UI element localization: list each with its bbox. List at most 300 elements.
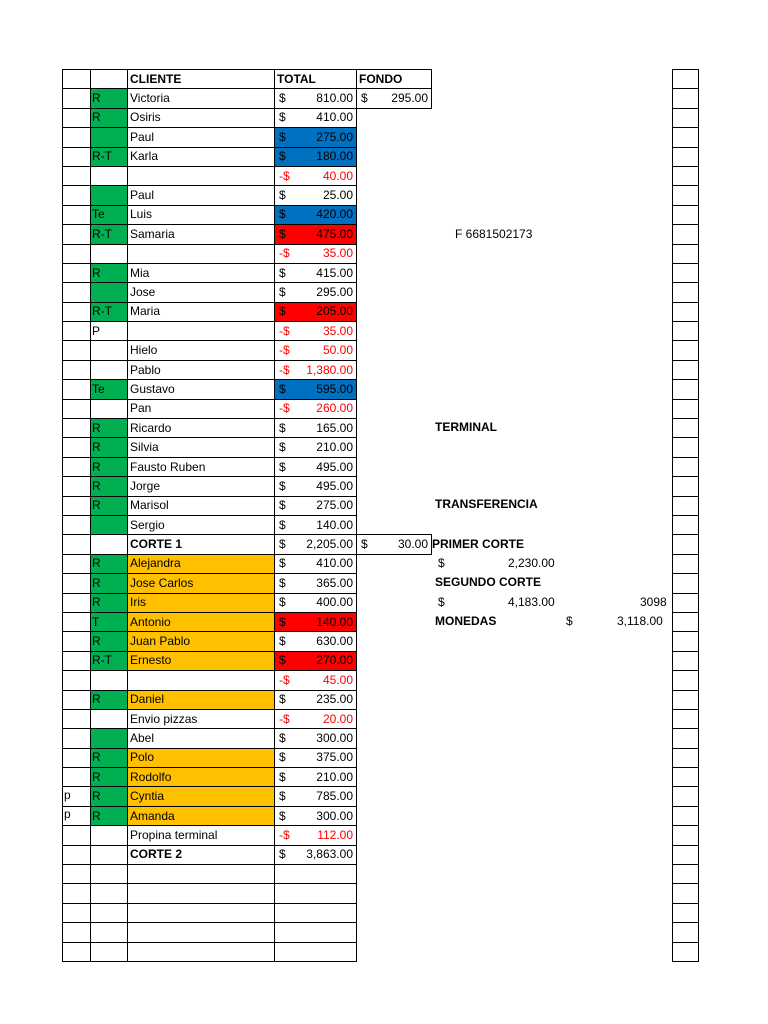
currency-symbol: $ <box>279 614 286 629</box>
fondo-cell[interactable] <box>357 651 432 670</box>
code-cell[interactable]: R-T <box>91 225 128 244</box>
code-cell[interactable] <box>91 845 128 864</box>
blank-cell[interactable] <box>63 632 91 651</box>
fondo-cell[interactable] <box>357 671 432 690</box>
blank-cell[interactable] <box>63 128 91 147</box>
cliente-cell[interactable]: Antonio <box>128 612 275 631</box>
blank-cell[interactable] <box>63 360 91 379</box>
code-cell[interactable]: R <box>91 593 128 612</box>
cliente-cell[interactable]: Cyntia <box>128 787 275 806</box>
fondo-cell[interactable] <box>357 186 432 205</box>
fondo-cell[interactable] <box>357 690 432 709</box>
total-cell[interactable] <box>275 186 357 205</box>
total-cell[interactable] <box>275 108 357 127</box>
total-cell[interactable] <box>275 166 357 185</box>
empty-cell[interactable] <box>673 360 699 379</box>
code-cell[interactable]: R <box>91 748 128 767</box>
total-cell[interactable] <box>275 923 357 942</box>
amount-value: 270.00 <box>316 653 353 668</box>
blank-cell[interactable] <box>63 535 91 554</box>
empty-cell[interactable] <box>673 419 699 438</box>
blank-cell[interactable] <box>63 380 91 399</box>
total-cell[interactable] <box>275 593 357 612</box>
cliente-cell[interactable]: Jorge <box>128 477 275 496</box>
fondo-cell[interactable] <box>357 128 432 147</box>
fondo-cell[interactable] <box>357 205 432 224</box>
code-cell[interactable]: R <box>91 554 128 573</box>
amount-value: 410.00 <box>316 556 353 571</box>
total-cell[interactable] <box>275 205 357 224</box>
code-cell[interactable] <box>91 186 128 205</box>
code-cell[interactable] <box>91 283 128 302</box>
empty-cell[interactable] <box>673 826 699 845</box>
right-column-row <box>673 205 699 224</box>
row-mark: p <box>64 807 71 822</box>
total-cell[interactable] <box>275 729 357 748</box>
cliente-cell[interactable]: Ricardo <box>128 419 275 438</box>
code-cell[interactable]: R <box>91 632 128 651</box>
blank-cell[interactable] <box>63 574 91 593</box>
cliente-cell[interactable]: Paul <box>128 128 275 147</box>
fondo-cell[interactable] <box>357 322 432 341</box>
code-cell[interactable] <box>91 884 128 903</box>
code-cell[interactable]: R <box>91 419 128 438</box>
blank-cell[interactable] <box>63 515 91 534</box>
code-cell[interactable]: R <box>91 477 128 496</box>
code-cell[interactable]: R <box>91 496 128 515</box>
fondo-header[interactable]: FONDO <box>357 70 432 89</box>
primer-corte-label: PRIMER CORTE <box>432 537 525 551</box>
empty-cell[interactable] <box>673 884 699 903</box>
currency-symbol: $ <box>279 789 286 804</box>
blank-cell[interactable] <box>63 70 91 89</box>
empty-cell[interactable] <box>673 942 699 961</box>
empty-cell[interactable] <box>673 244 699 263</box>
cliente-cell[interactable]: Envio pizzas <box>128 709 275 728</box>
fondo-currency-symbol: $ <box>361 537 368 552</box>
cliente-cell[interactable] <box>128 322 275 341</box>
total-cell[interactable] <box>275 787 357 806</box>
cliente-cell[interactable]: Maria <box>128 302 275 321</box>
total-cell[interactable] <box>275 477 357 496</box>
total-cell[interactable] <box>275 225 357 244</box>
blank-cell[interactable] <box>63 671 91 690</box>
cliente-cell[interactable]: Mia <box>128 263 275 282</box>
fondo-cell[interactable] <box>357 496 432 515</box>
cliente-cell[interactable]: Polo <box>128 748 275 767</box>
total-cell[interactable] <box>275 748 357 767</box>
total-cell[interactable] <box>275 709 357 728</box>
fondo-cell[interactable] <box>357 263 432 282</box>
fondo-cell[interactable] <box>357 806 432 825</box>
code-cell[interactable] <box>91 515 128 534</box>
blank-cell[interactable] <box>63 283 91 302</box>
cliente-cell[interactable]: Luis <box>128 205 275 224</box>
code-cell[interactable]: R <box>91 574 128 593</box>
blank-cell[interactable] <box>63 477 91 496</box>
fondo-cell[interactable] <box>357 942 432 961</box>
empty-cell[interactable] <box>673 225 699 244</box>
empty-cell[interactable] <box>673 651 699 670</box>
amount-value: 400.00 <box>316 595 353 610</box>
blank-cell[interactable] <box>63 438 91 457</box>
fondo-cell[interactable] <box>357 515 432 534</box>
blank-cell[interactable] <box>63 826 91 845</box>
total-cell[interactable] <box>275 360 357 379</box>
fondo-cell[interactable] <box>357 147 432 166</box>
cliente-cell[interactable]: Abel <box>128 729 275 748</box>
code-cell[interactable] <box>91 826 128 845</box>
total-cell[interactable] <box>275 302 357 321</box>
blank-cell[interactable] <box>63 302 91 321</box>
blank-cell[interactable] <box>63 341 91 360</box>
blank-cell[interactable] <box>63 768 91 787</box>
fondo-cell[interactable] <box>357 612 432 631</box>
cliente-cell[interactable]: Rodolfo <box>128 768 275 787</box>
total-cell[interactable] <box>275 128 357 147</box>
fondo-cell[interactable] <box>357 574 432 593</box>
total-cell[interactable] <box>275 263 357 282</box>
cliente-cell[interactable]: Karla <box>128 147 275 166</box>
empty-cell[interactable] <box>673 496 699 515</box>
cliente-cell[interactable] <box>128 244 275 263</box>
fondo-cell[interactable] <box>357 709 432 728</box>
blank-cell[interactable] <box>63 419 91 438</box>
code-cell[interactable] <box>91 535 128 554</box>
fondo-cell[interactable] <box>357 884 432 903</box>
code-cell[interactable]: R <box>91 89 128 108</box>
blank-cell[interactable] <box>63 244 91 263</box>
empty-cell[interactable] <box>673 166 699 185</box>
fondo-cell[interactable] <box>357 360 432 379</box>
fondo-cell[interactable] <box>357 923 432 942</box>
empty-cell[interactable] <box>673 128 699 147</box>
code-cell[interactable] <box>91 360 128 379</box>
right-column-row <box>673 186 699 205</box>
empty-cell[interactable] <box>673 438 699 457</box>
empty-cell[interactable] <box>673 89 699 108</box>
code-cell[interactable]: R-T <box>91 651 128 670</box>
fondo-cell[interactable] <box>357 419 432 438</box>
empty-cell[interactable] <box>673 612 699 631</box>
blank-cell[interactable] <box>91 70 128 89</box>
fondo-cell[interactable] <box>357 244 432 263</box>
blank-cell[interactable] <box>63 263 91 282</box>
total-cell[interactable] <box>275 632 357 651</box>
total-cell[interactable] <box>275 903 357 922</box>
empty-cell[interactable] <box>673 574 699 593</box>
empty-cell[interactable] <box>673 671 699 690</box>
cliente-cell[interactable]: Jose <box>128 283 275 302</box>
empty-cell[interactable] <box>673 108 699 127</box>
total-cell[interactable] <box>275 322 357 341</box>
cliente-cell[interactable]: Ernesto <box>128 651 275 670</box>
blank-cell[interactable] <box>63 166 91 185</box>
cliente-cell[interactable]: Paul <box>128 186 275 205</box>
empty-cell[interactable] <box>673 787 699 806</box>
fondo-cell[interactable] <box>357 302 432 321</box>
total-cell[interactable] <box>275 399 357 418</box>
blank-cell[interactable] <box>63 612 91 631</box>
code-cell[interactable]: R <box>91 108 128 127</box>
fondo-cell[interactable] <box>357 225 432 244</box>
empty-cell[interactable] <box>673 768 699 787</box>
blank-cell[interactable] <box>63 651 91 670</box>
cliente-cell[interactable]: Sergio <box>128 515 275 534</box>
fondo-cell[interactable] <box>357 535 432 554</box>
cliente-cell[interactable]: Pan <box>128 399 275 418</box>
code-cell[interactable] <box>91 942 128 961</box>
total-cell[interactable] <box>275 147 357 166</box>
code-cell[interactable]: T <box>91 612 128 631</box>
code-cell[interactable]: R <box>91 690 128 709</box>
fondo-cell[interactable] <box>357 108 432 127</box>
total-cell[interactable] <box>275 438 357 457</box>
code-cell[interactable]: R <box>91 263 128 282</box>
total-cell[interactable] <box>275 671 357 690</box>
code-cell[interactable] <box>91 865 128 884</box>
empty-cell[interactable] <box>673 147 699 166</box>
empty-cell[interactable] <box>673 709 699 728</box>
cliente-cell[interactable] <box>128 884 275 903</box>
amount-value: 630.00 <box>316 634 353 649</box>
total-cell[interactable] <box>275 496 357 515</box>
empty-cell[interactable] <box>673 593 699 612</box>
cliente-cell[interactable]: Samaria <box>128 225 275 244</box>
blank-cell[interactable] <box>63 729 91 748</box>
total-cell[interactable] <box>275 690 357 709</box>
fondo-cell[interactable] <box>357 787 432 806</box>
currency-symbol: -$ <box>279 362 290 377</box>
blank-cell[interactable] <box>63 205 91 224</box>
table-row <box>63 341 432 360</box>
cliente-cell[interactable] <box>128 903 275 922</box>
code-cell[interactable]: P <box>91 322 128 341</box>
blank-cell[interactable] <box>63 690 91 709</box>
blank-cell[interactable] <box>63 108 91 127</box>
cliente-cell[interactable]: Hielo <box>128 341 275 360</box>
empty-cell[interactable] <box>673 322 699 341</box>
total-cell[interactable] <box>275 942 357 961</box>
code-cell[interactable]: R <box>91 457 128 476</box>
fondo-cell[interactable] <box>357 865 432 884</box>
empty-cell[interactable] <box>673 380 699 399</box>
cliente-header[interactable]: CLIENTE <box>128 70 275 89</box>
blank-cell[interactable] <box>63 225 91 244</box>
blank-cell[interactable] <box>63 748 91 767</box>
total-cell[interactable] <box>275 865 357 884</box>
amount-value: 495.00 <box>316 459 353 474</box>
currency-symbol: -$ <box>279 168 290 183</box>
total-cell[interactable] <box>275 535 357 554</box>
blank-cell[interactable] <box>63 923 91 942</box>
blank-cell[interactable] <box>63 903 91 922</box>
fondo-cell[interactable] <box>357 729 432 748</box>
total-cell[interactable] <box>275 341 357 360</box>
empty-cell[interactable] <box>673 903 699 922</box>
fondo-cell[interactable] <box>357 826 432 845</box>
blank-cell[interactable] <box>63 554 91 573</box>
code-cell[interactable] <box>91 903 128 922</box>
code-cell[interactable]: Te <box>91 380 128 399</box>
blank-cell[interactable] <box>63 593 91 612</box>
amount-value: 300.00 <box>316 730 353 745</box>
empty-cell[interactable] <box>673 205 699 224</box>
total-cell[interactable] <box>275 574 357 593</box>
cliente-cell[interactable]: Propina terminal <box>128 826 275 845</box>
fondo-cell[interactable] <box>357 593 432 612</box>
cliente-cell[interactable]: Juan Pablo <box>128 632 275 651</box>
blank-cell[interactable] <box>63 709 91 728</box>
table-row <box>63 574 432 593</box>
fondo-cell[interactable] <box>357 399 432 418</box>
empty-cell[interactable] <box>673 399 699 418</box>
empty-cell[interactable] <box>673 515 699 534</box>
total-cell[interactable] <box>275 884 357 903</box>
cliente-cell[interactable] <box>128 865 275 884</box>
cliente-cell[interactable]: Victoria <box>128 89 275 108</box>
empty-cell[interactable] <box>673 302 699 321</box>
blank-cell[interactable] <box>63 496 91 515</box>
code-cell[interactable]: R <box>91 438 128 457</box>
code-cell[interactable] <box>91 729 128 748</box>
code-cell[interactable] <box>91 166 128 185</box>
code-cell[interactable]: R <box>91 806 128 825</box>
amount-value: 420.00 <box>316 207 353 222</box>
fondo-cell[interactable] <box>357 845 432 864</box>
cliente-cell[interactable]: Osiris <box>128 108 275 127</box>
table-row <box>63 205 432 224</box>
cliente-cell[interactable]: Amanda <box>128 806 275 825</box>
code-cell[interactable]: R-T <box>91 302 128 321</box>
total-cell[interactable] <box>275 845 357 864</box>
total-cell[interactable] <box>275 244 357 263</box>
cliente-cell[interactable]: Alejandra <box>128 554 275 573</box>
code-cell[interactable]: Te <box>91 205 128 224</box>
fondo-cell[interactable] <box>357 457 432 476</box>
total-cell[interactable] <box>275 554 357 573</box>
code-cell[interactable] <box>91 709 128 728</box>
cliente-cell[interactable]: Daniel <box>128 690 275 709</box>
total-cell[interactable] <box>275 515 357 534</box>
cliente-cell[interactable]: Iris <box>128 593 275 612</box>
cliente-cell[interactable]: Marisol <box>128 496 275 515</box>
empty-cell[interactable] <box>673 748 699 767</box>
fondo-cell[interactable] <box>357 768 432 787</box>
fondo-cell[interactable] <box>357 903 432 922</box>
fondo-cell[interactable] <box>357 341 432 360</box>
cliente-cell[interactable] <box>128 166 275 185</box>
blank-cell[interactable] <box>63 457 91 476</box>
fondo-cell[interactable] <box>357 283 432 302</box>
blank-cell[interactable] <box>63 865 91 884</box>
currency-symbol: -$ <box>279 827 290 842</box>
fondo-cell[interactable] <box>357 632 432 651</box>
empty-cell[interactable] <box>673 283 699 302</box>
blank-cell[interactable] <box>63 322 91 341</box>
total-cell[interactable] <box>275 380 357 399</box>
total-cell[interactable] <box>275 419 357 438</box>
total-cell[interactable] <box>275 89 357 108</box>
fondo-cell[interactable] <box>357 380 432 399</box>
table-row <box>63 147 432 166</box>
empty-cell[interactable] <box>673 729 699 748</box>
total-cell[interactable] <box>275 457 357 476</box>
empty-cell[interactable] <box>673 845 699 864</box>
empty-cell[interactable] <box>673 263 699 282</box>
code-cell[interactable] <box>91 399 128 418</box>
blank-cell[interactable] <box>63 884 91 903</box>
cliente-cell[interactable]: Fausto Ruben <box>128 457 275 476</box>
code-cell[interactable] <box>91 923 128 942</box>
blank-cell[interactable] <box>63 399 91 418</box>
blank-cell[interactable] <box>63 147 91 166</box>
currency-symbol: $ <box>279 381 286 396</box>
fondo-cell[interactable] <box>357 166 432 185</box>
total-cell[interactable] <box>275 826 357 845</box>
total-cell[interactable] <box>275 651 357 670</box>
cliente-cell[interactable]: CORTE 1 <box>128 535 275 554</box>
empty-cell[interactable] <box>673 341 699 360</box>
blank-cell[interactable] <box>63 942 91 961</box>
code-cell[interactable] <box>91 244 128 263</box>
blank-cell[interactable] <box>63 845 91 864</box>
empty-cell[interactable] <box>673 70 699 89</box>
code-cell[interactable] <box>91 341 128 360</box>
empty-cell[interactable] <box>673 632 699 651</box>
cliente-cell[interactable] <box>128 923 275 942</box>
empty-cell[interactable] <box>673 865 699 884</box>
cliente-cell[interactable] <box>128 671 275 690</box>
empty-cell[interactable] <box>673 690 699 709</box>
fondo-cell[interactable] <box>357 748 432 767</box>
right-column-row <box>673 535 699 554</box>
code-cell[interactable] <box>91 128 128 147</box>
empty-cell[interactable] <box>673 186 699 205</box>
amount-value: 210.00 <box>316 440 353 455</box>
empty-cell[interactable] <box>673 923 699 942</box>
total-cell[interactable] <box>275 768 357 787</box>
cliente-cell[interactable]: Gustavo <box>128 380 275 399</box>
code-cell[interactable]: R-T <box>91 147 128 166</box>
blank-cell[interactable] <box>63 186 91 205</box>
amount-value: 1,380.00 <box>306 362 353 377</box>
code-cell[interactable] <box>91 671 128 690</box>
fondo-cell[interactable] <box>357 89 432 108</box>
total-cell[interactable] <box>275 806 357 825</box>
code-cell[interactable]: R <box>91 768 128 787</box>
blank-cell[interactable] <box>63 89 91 108</box>
empty-cell[interactable] <box>673 806 699 825</box>
total-header[interactable]: TOTAL <box>275 70 357 89</box>
empty-cell[interactable] <box>673 457 699 476</box>
fondo-cell[interactable] <box>357 554 432 573</box>
cliente-cell[interactable]: Silvia <box>128 438 275 457</box>
total-cell[interactable] <box>275 612 357 631</box>
empty-cell[interactable] <box>673 535 699 554</box>
fondo-cell[interactable] <box>357 477 432 496</box>
total-cell[interactable] <box>275 283 357 302</box>
empty-cell[interactable] <box>673 554 699 573</box>
cliente-cell[interactable]: CORTE 2 <box>128 845 275 864</box>
amount-value: 112.00 <box>317 827 353 842</box>
cliente-cell[interactable]: Jose Carlos <box>128 574 275 593</box>
empty-cell[interactable] <box>673 477 699 496</box>
cliente-cell[interactable] <box>128 942 275 961</box>
code-cell[interactable]: R <box>91 787 128 806</box>
cliente-cell[interactable]: Pablo <box>128 360 275 379</box>
fondo-cell[interactable] <box>357 438 432 457</box>
